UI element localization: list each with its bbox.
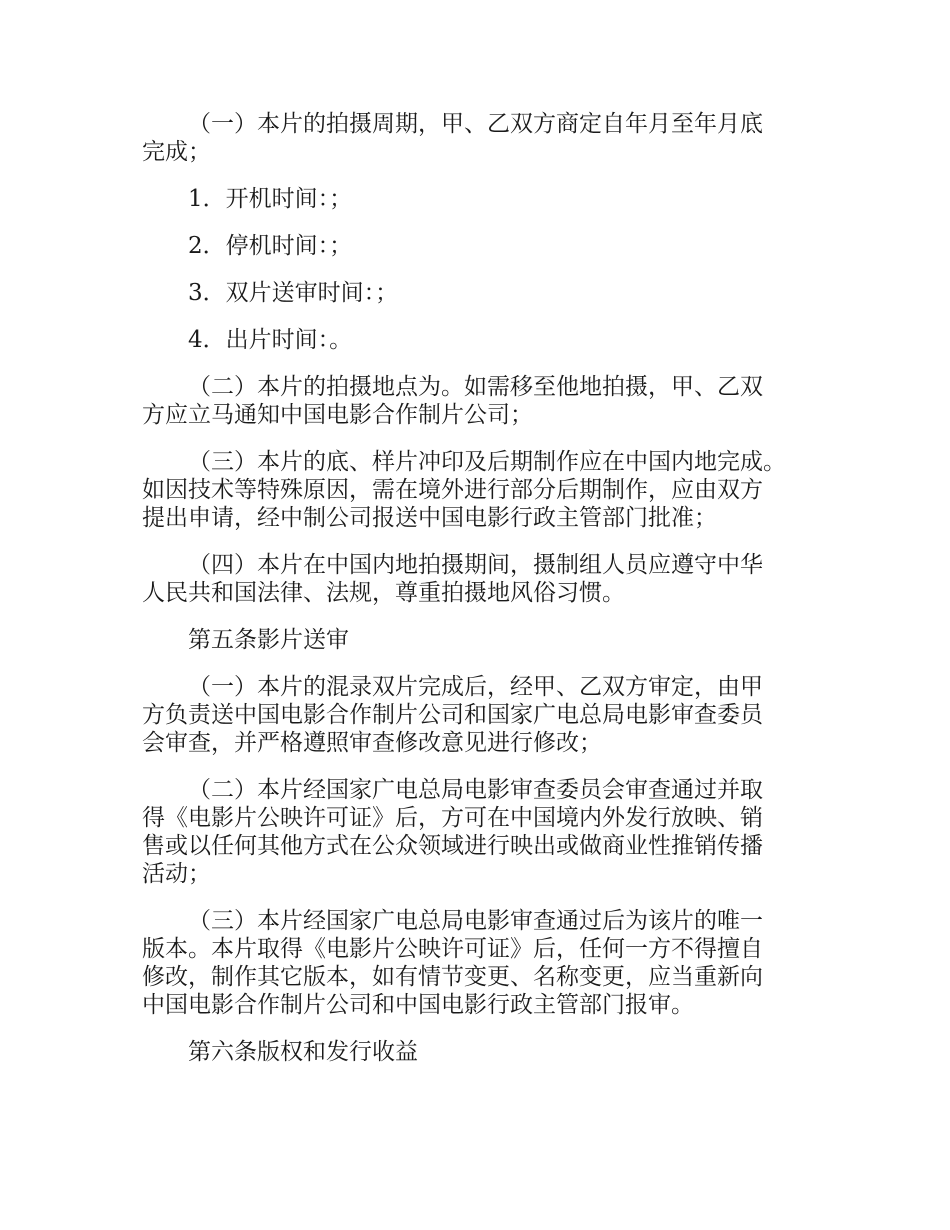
text-line: 完成； xyxy=(142,139,211,165)
text-line: 1．开机时间：； xyxy=(188,186,353,212)
list-item-start-time xyxy=(142,185,810,213)
text-line: 方负责送中国电影合作制片公司和国家广电总局电影审查委员 xyxy=(142,702,763,728)
text-line: 活动； xyxy=(142,861,211,887)
paragraph-license-release xyxy=(142,776,810,888)
text-line: 提出申请，经中制公司报送中国电影行政主管部门批准； xyxy=(142,505,717,531)
paragraph-post-production xyxy=(142,448,810,532)
text-line: 4．出片时间：。 xyxy=(188,327,353,353)
text-line: 会审查，并严格遵照审查修改意见进行修改； xyxy=(142,730,602,756)
text-line: 第六条版权和发行收益 xyxy=(188,1039,418,1065)
text-line: 如因技术等特殊原因，需在境外进行部分后期制作，应由双方 xyxy=(142,477,763,503)
document-page xyxy=(142,110,810,1085)
section-heading-article-6 xyxy=(142,1038,810,1066)
list-item-release-time xyxy=(142,326,810,354)
text-line: （二）本片的拍摄地点为。如需移至他地拍摄，甲、乙双 xyxy=(188,374,763,400)
text-line: 3．双片送审时间：； xyxy=(188,280,399,306)
paragraph-crew-conduct xyxy=(142,551,810,607)
paragraph-shooting-period xyxy=(142,110,810,166)
paragraph-shooting-location xyxy=(142,373,810,429)
text-line: 修改，制作其它版本，如有情节变更、名称变更，应当重新向 xyxy=(142,964,763,990)
text-line: （四）本片在中国内地拍摄期间，摄制组人员应遵守中华 xyxy=(188,552,763,578)
text-line: 版本。本片取得《电影片公映许可证》后，任何一方不得擅自 xyxy=(142,936,763,962)
text-line: 2．停机时间：； xyxy=(188,233,353,259)
text-line: 第五条影片送审 xyxy=(188,627,349,653)
paragraph-sole-version xyxy=(142,907,810,1019)
paragraph-review-submission xyxy=(142,673,810,757)
text-line: （三）本片的底、样片冲印及后期制作应在中国内地完成。 xyxy=(188,449,786,475)
text-line: （三）本片经国家广电总局电影审查通过后为该片的唯一 xyxy=(188,908,763,934)
text-line: 售或以任何其他方式在公众领域进行映出或做商业性推销传播 xyxy=(142,833,763,859)
text-line: （一）本片的混录双片完成后，经甲、乙双方审定，由甲 xyxy=(188,674,763,700)
list-item-review-time xyxy=(142,279,810,307)
list-item-stop-time xyxy=(142,232,810,260)
text-line: （一）本片的拍摄周期，甲、乙双方商定自年月至年月底 xyxy=(188,111,763,137)
text-line: （二）本片经国家广电总局电影审查委员会审查通过并取 xyxy=(188,777,763,803)
section-heading-article-5 xyxy=(142,626,810,654)
text-line: 中国电影合作制片公司和中国电影行政主管部门报审。 xyxy=(142,992,694,1018)
text-line: 人民共和国法律、法规，尊重拍摄地风俗习惯。 xyxy=(142,580,625,606)
text-line: 方应立马通知中国电影合作制片公司； xyxy=(142,402,533,428)
text-line: 得《电影片公映许可证》后，方可在中国境内外发行放映、销 xyxy=(142,805,763,831)
